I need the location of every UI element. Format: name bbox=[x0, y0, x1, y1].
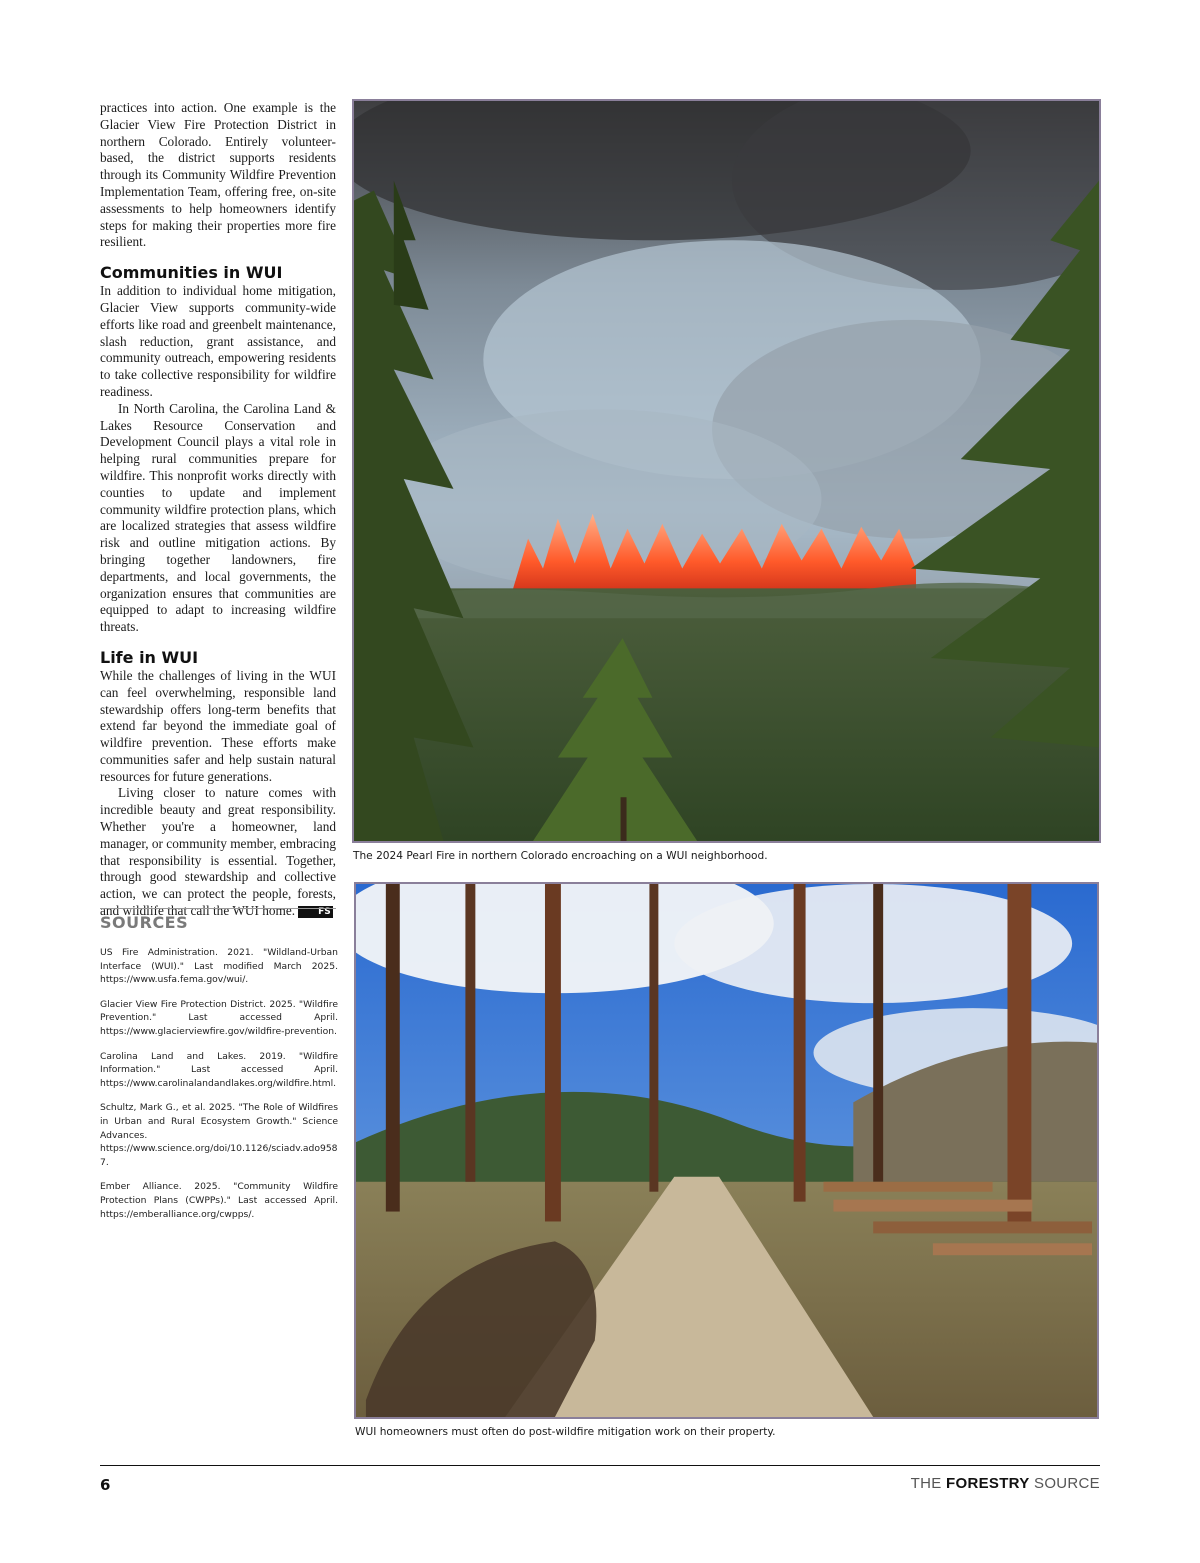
source-item: Carolina Land and Lakes. 2019. "Wildfire Information." Last accessed April. https://www.carolinalandandlakes.org/wildfire.html. bbox=[100, 1050, 338, 1089]
figure-caption-1: The 2024 Pearl Fire in northern Colorado encroaching on a WUI neighborhood. bbox=[353, 850, 768, 862]
masthead-suffix: SOURCE bbox=[1034, 1475, 1100, 1492]
section-heading-communities: Communities in WUI bbox=[100, 263, 283, 283]
life-paragraph-2 bbox=[100, 785, 336, 919]
fs-end-mark: FS bbox=[298, 906, 333, 918]
masthead-strong: FORESTRY bbox=[946, 1475, 1030, 1492]
sources-heading: SOURCES bbox=[100, 913, 189, 932]
source-item: US Fire Administration. 2021. "Wildland-Urban Interface (WUI)." Last modified March 2025. https://www.usfa.fema.gov/wui/. bbox=[100, 947, 338, 986]
mitigation-photo bbox=[354, 882, 1099, 1419]
mitigation-illustration bbox=[356, 884, 1097, 1417]
source-item: Schultz, Mark G., et al. 2025. "The Role of Wildfires in Urban and Rural Ecosystem Growth." Science Advances. https://www.science.org/doi/10.1126/sciadv.ado9587. bbox=[100, 1102, 338, 1168]
life-paragraph-2-text: Living closer to nature comes with incredible beauty and great responsibility. Whether you're a homeowner, land manager, or community member, embracing that responsibility is essential. Together, through good stewardship and collective action, we can protect the people, forests, and wildlife that call the WUI home. bbox=[100, 785, 336, 919]
article-column bbox=[100, 100, 336, 920]
life-paragraph-1: While the challenges of living in the WUI can feel overwhelming, responsible land stewardship offers long-term benefits that extend far beyond the immediate goal of wildfire prevention. These efforts make communities safer and help sustain natural resources for future generations. bbox=[100, 667, 336, 784]
communities-paragraph-1: In addition to individual home mitigation, Glacier View supports community-wide efforts like road and greenbelt maintenance, slash reduction, grant assistance, and community outreach, empowering residents to take collective responsibility for wildfire readiness. bbox=[100, 283, 336, 399]
wildfire-illustration bbox=[354, 101, 1099, 841]
masthead bbox=[911, 1475, 1100, 1492]
sources-divider bbox=[100, 908, 336, 909]
section-heading-life: Life in WUI bbox=[100, 647, 199, 667]
figure-caption-2: WUI homeowners must often do post-wildfire mitigation work on their property. bbox=[355, 1426, 776, 1438]
source-item: Glacier View Fire Protection District. 2025. "Wildfire Prevention." Last accessed April. https://www.glacierviewfire.gov/wildfire-prevention. bbox=[100, 998, 338, 1037]
page-number: 6 bbox=[100, 1476, 111, 1494]
masthead-prefix: THE bbox=[910, 1475, 942, 1492]
intro-paragraph: practices into action. One example is the Glacier View Fire Protection District in northern Colorado. Entirely volunteer-based, the district supports residents through its Community Wildfire Prevention Implementation Team, offering free, on-site assessments to help homeowners identify steps for making their properties more fire resilient. bbox=[100, 100, 336, 250]
wildfire-photo bbox=[352, 99, 1101, 843]
sources-list bbox=[100, 946, 338, 1232]
source-item: Ember Alliance. 2025. "Community Wildfire Protection Plans (CWPPs)." Last accessed April. https://emberalliance.org/cwpps/. bbox=[100, 1181, 338, 1220]
communities-paragraph-2: In North Carolina, the Carolina Land & Lakes Resource Conservation and Development Council plays a vital role in helping rural communities prepare for wildfire. This nonprofit works directly with counties to update and implement community wildfire protection plans, which are localized strategies that assess wildfire risk and outline mitigation actions. By bringing together landowners, fire departments, and local governments, the organization ensures that communities are equipped to adapt to increasing wildfire threats. bbox=[100, 400, 336, 635]
footer-divider bbox=[100, 1465, 1100, 1466]
